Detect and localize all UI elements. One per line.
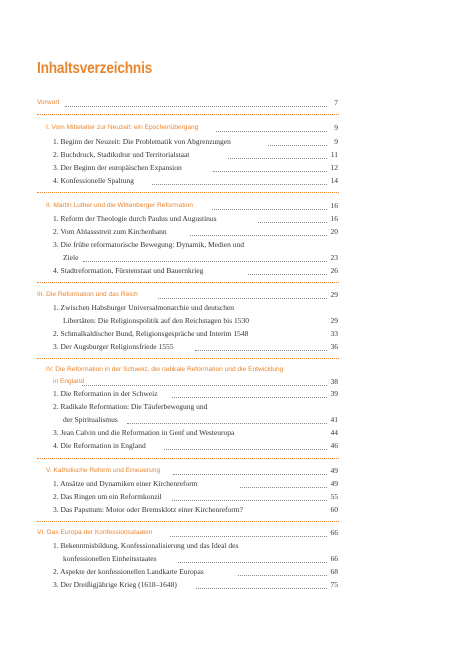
leader-dots: [65, 93, 327, 107]
toc-entry-label: Vorwort: [37, 99, 60, 106]
toc-entry-label: Ziele: [63, 253, 79, 262]
toc-section-label: III. Die Reformation und das Reich: [37, 291, 138, 298]
leader-dots: [213, 158, 327, 172]
toc-entry-continuation[interactable]: [0, 413, 450, 426]
toc-entry-continuation[interactable]: [0, 314, 450, 327]
toc-section-label: I. Vom Mittelalter zur Neuzeit: ein Epochenübergang: [46, 124, 199, 131]
toc-page-number: 29: [330, 316, 338, 325]
toc-entry-label: konfessionellen Einheitsstaates: [63, 554, 157, 563]
toc-entry-label: 3. Jean Calvin und die Reformation in Genf und Westeuropa: [53, 428, 235, 437]
toc-entry-label: 4. Stadtreformation, Fürstenstaat und Bauernkrieg: [53, 266, 204, 275]
toc-page-number: 41: [330, 415, 338, 424]
toc-page-number: 7: [334, 98, 338, 107]
toc-page-number: 14: [330, 176, 338, 185]
toc-section-label: in England: [53, 378, 85, 385]
toc-entry-label: 1. Bekenntnisbildung, Konfessionalisierung und das Ideal des: [53, 541, 239, 550]
toc-entry-label: 3. Der Beginn der europäischen Expansion: [53, 163, 182, 172]
toc-section-3[interactable]: [0, 288, 450, 301]
leader-dots: [158, 285, 327, 299]
toc-section-6[interactable]: [0, 526, 450, 539]
toc-section-label: V. Katholische Reform und Erneuerung: [46, 467, 161, 474]
toc-page-number: 23: [330, 253, 338, 262]
toc-page-number: 11: [330, 150, 338, 159]
toc-entry-label: 2. Buchdruck, Stadtkultur und Territorialstaat: [53, 150, 190, 159]
toc-entry-label: 2. Schmalkaldischer Bund, Religionsgespräche und Interim 1548: [53, 329, 249, 338]
toc-page-number: 68: [330, 567, 338, 576]
toc-entry-label: Libertäten: Die Religionspolitik auf den Reichstagen bis 1530: [63, 316, 250, 325]
toc-entry[interactable]: [0, 174, 450, 187]
toc-entry-label: 2. Das Ringen um ein Reformkonzil: [53, 492, 162, 501]
toc-page-number: 44: [330, 428, 338, 437]
toc-entry-label: 1. Reform der Theologie durch Paulus und Augustinus: [53, 214, 217, 223]
toc-entry-label: 1. Beginn der Neuzeit: Die Problematik von Abgrenzungen: [53, 137, 231, 146]
toc-page-number: 39: [330, 389, 338, 398]
leader-dots: [228, 145, 327, 159]
leader-dots: [190, 222, 327, 236]
toc-page-number: 9: [334, 137, 338, 146]
toc-page-number: 20: [330, 227, 338, 236]
leader-dots: [178, 549, 327, 563]
toc-section-label: VI. Das Europa der Konfessionsstaaten: [37, 529, 153, 536]
toc-entry-continuation[interactable]: [0, 251, 450, 264]
leader-dots: [164, 436, 327, 450]
leader-dots: [172, 384, 327, 398]
section-divider: [37, 458, 339, 459]
section-divider: [37, 114, 339, 115]
toc-page-number: 66: [330, 528, 338, 537]
section-divider: [37, 192, 339, 193]
toc-entry-vorwort[interactable]: [0, 96, 450, 109]
toc-entry-label: 3. Die frühe reformatorische Bewegung: Dynamik, Medien und: [53, 240, 244, 249]
leader-dots: [170, 523, 327, 537]
leader-dots: [196, 575, 327, 589]
toc-entry[interactable]: [0, 387, 450, 400]
leader-dots: [152, 171, 327, 185]
toc-section-5[interactable]: [0, 464, 450, 477]
toc-page-number: 46: [330, 441, 338, 450]
toc-page-number: 36: [330, 342, 338, 351]
toc-entry-label: 1. Ansätze und Dynamiken einer Kirchenreform: [53, 479, 198, 488]
toc-page-number: 49: [330, 479, 338, 488]
toc-page-number: 49: [330, 466, 338, 475]
toc-section-label: IV. Die Reformation in der Schweiz, die radikale Reformation und die Entwicklung: [46, 366, 284, 373]
toc-entry[interactable]: [0, 135, 450, 148]
toc-page-number: 16: [330, 214, 338, 223]
toc-entry-label: 2. Radikale Reformation: Die Täuferbewegung und: [53, 402, 208, 411]
toc-page-number: 38: [330, 377, 338, 386]
leader-dots: [216, 118, 327, 132]
toc-entry-label: 3. Das Papsttum: Motor oder Bremsklotz einer Kirchenreform?: [53, 505, 243, 514]
leader-dots: [258, 209, 327, 223]
toc-entry[interactable]: [0, 225, 450, 238]
toc-entry-label: 4. Konfessionelle Spaltung: [53, 176, 135, 185]
toc-entry-label: der Spiritualismus: [63, 415, 118, 424]
section-divider: [37, 358, 339, 359]
toc-page-number: 9: [334, 123, 338, 132]
leader-dots: [212, 196, 327, 210]
toc-page-number: 33: [330, 329, 338, 338]
toc-page-number: 55: [330, 492, 338, 501]
toc-page-number: 26: [330, 266, 338, 275]
toc-entry[interactable]: [0, 264, 450, 277]
section-divider: [37, 282, 339, 283]
toc-entry-label: 4. Die Reformation in England: [53, 441, 146, 450]
leader-dots: [238, 562, 327, 576]
toc-page-number: 16: [330, 201, 338, 210]
toc-entry-label: 3. Der Augsburger Religionsfriede 1555: [53, 342, 174, 351]
toc-entry[interactable]: [0, 578, 450, 591]
toc-entry-label: 2. Vom Ablassstreit zum Kirchenbann: [53, 227, 167, 236]
leader-dots: [240, 474, 327, 488]
section-divider: [37, 521, 339, 522]
leader-dots: [83, 248, 327, 262]
toc-entry-label: 2. Aspekte der konfessionellen Landkarte Europas: [53, 567, 204, 576]
toc-page-number: 12: [330, 163, 338, 172]
toc-entry[interactable]: [0, 503, 450, 516]
toc-section-label: II. Martin Luther und die Wittenberger Reformation: [46, 202, 193, 209]
toc-entry-continuation[interactable]: [0, 552, 450, 565]
toc-page-number: 60: [330, 505, 338, 514]
toc-entry[interactable]: [0, 340, 450, 353]
leader-dots: [172, 487, 327, 501]
toc-entry[interactable]: [0, 490, 450, 503]
leader-dots: [173, 461, 327, 475]
toc-section-2[interactable]: [0, 199, 450, 212]
page-title: Inhaltsverzeichnis: [37, 60, 153, 77]
toc-entry-label: 3. Der Dreißigjährige Krieg (1618–1648): [53, 580, 177, 589]
toc-entry-label: 1. Die Reformation in der Schweiz: [53, 389, 158, 398]
toc-page-number: 75: [330, 580, 338, 589]
leader-dots: [248, 261, 327, 275]
toc-entry[interactable]: [0, 301, 450, 314]
toc-entry[interactable]: [0, 439, 450, 452]
leader-dots: [195, 337, 327, 351]
toc-page-number: 66: [330, 554, 338, 563]
toc-section-1[interactable]: [0, 121, 450, 134]
toc-entry-label: 1. Zwischen Habsburger Universalmonarchie und deutschen: [53, 303, 235, 312]
leader-dots: [127, 410, 327, 424]
toc-page-number: 29: [330, 290, 338, 299]
